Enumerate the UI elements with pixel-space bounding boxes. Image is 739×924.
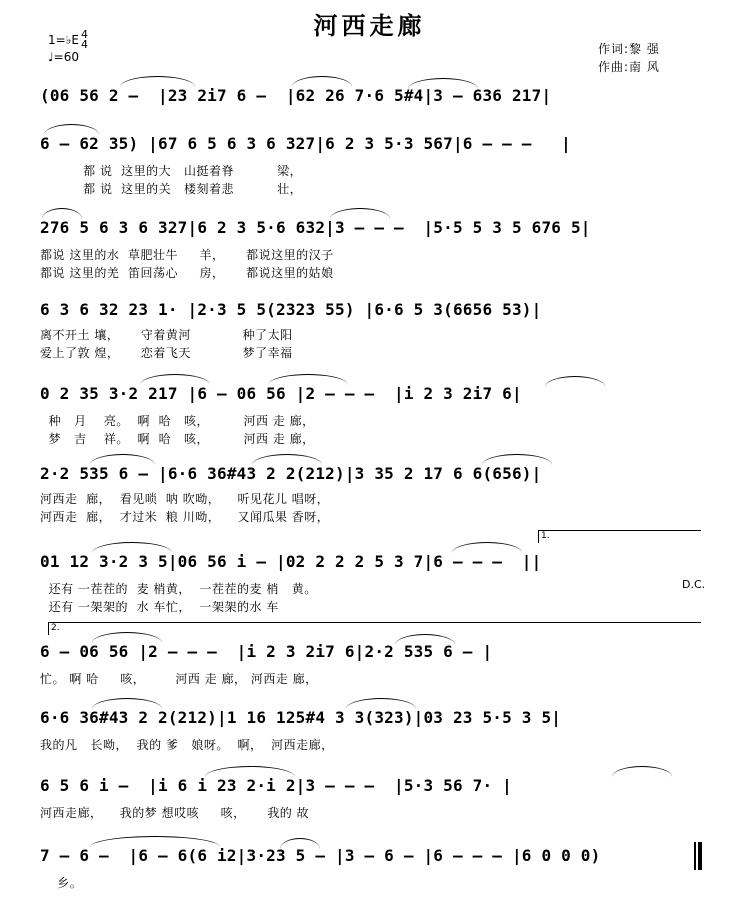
song-title: 河西走廊 (313, 11, 426, 40)
slur-mark (330, 208, 390, 219)
slur-mark (280, 838, 320, 849)
slur-mark (268, 374, 348, 385)
slur-mark (92, 698, 162, 709)
lyric-line-2: 都 说 这里的关 楼刻着悲 壮， (40, 182, 303, 196)
slur-mark (252, 454, 322, 465)
lyric-line-2: 河西走 廊， 才过米 粮 川呦， 又闻瓜果 香呀， (40, 510, 330, 524)
time-signature (81, 30, 88, 50)
slur-mark (140, 374, 210, 385)
notation-line: 6·6 36#43 2 2(212)|1 16 125#4 3 3(323)|03 23 5·5 3 5| (40, 708, 562, 727)
slur-mark (120, 76, 195, 87)
time-top: 4 (80, 28, 88, 41)
notation-line: 7 – 6 – |6 – 6(6 i2|3·23 5 – |3 – 6 – |6 – – – |6 0 0 0) (40, 846, 601, 865)
second-ending-bracket: 2. (48, 622, 701, 635)
slur-mark (90, 454, 155, 465)
lyric-line-1: 种 月 亮。 啊 哈 咳， 河西 走 廊， (40, 414, 315, 428)
lyric-line-1: 乡。 (40, 876, 83, 890)
key-signature (48, 30, 88, 64)
time-bottom: 4 (80, 38, 88, 51)
lyric-line-1: 河西走 廊， 看见唢 呐 吹呦， 听见花儿 唱呀， (40, 492, 330, 506)
lyric-line-1: 还有 一茬茬的 麦 梢黄， 一茬茬的麦 梢 黄。 (40, 582, 317, 596)
slur-mark (90, 836, 220, 847)
lyric-line-1: 都 说 这里的大 山挺着脊 梁， (40, 164, 303, 178)
slur-mark (395, 634, 455, 645)
lyric-line-1: 忙。 啊 哈 咳， 河西 走 廊， 河西走 廊， (40, 672, 318, 686)
slur-mark (292, 76, 352, 87)
slur-mark (545, 376, 605, 387)
notation-line: 276 5 6 3 6 327|6 2 3 5·6 632|3 – – – |5·5 5 3 5 676 5| (40, 218, 591, 237)
slur-mark (452, 542, 522, 553)
notation-line: 01 12 3·2 3 5|06 56 i – |02 2 2 2 5 3 7|6 – – – || (40, 552, 542, 571)
slur-mark (612, 766, 672, 777)
lyric-line-1: 我的凡 长呦， 我的 爹 娘呀。 啊， 河西走廊， (40, 738, 334, 752)
lyricist-credit: 作词:黎 强 (598, 42, 660, 56)
notation-line: 6 5 6 i – |i 6 i 23 2·i 2|3 – – – |5·3 56 7· | (40, 776, 512, 795)
tempo-mark: ♩=60 (48, 50, 79, 64)
notation-line: (06 56 2 – |23 2i7 6 – |62 26 7·6 5#4|3 – 636 217| (40, 86, 552, 105)
slur-mark (482, 454, 552, 465)
notation-line: 6 – 62 35) |67 6 5 6 3 6 327|6 2 3 5·3 567|6 – – – | (40, 134, 571, 153)
slur-mark (44, 124, 99, 135)
first-ending-bracket: 1. (538, 530, 701, 543)
key-flat: ♭E (65, 33, 79, 47)
final-barline (694, 842, 702, 870)
slur-mark (408, 78, 478, 89)
composer-credit: 作曲:南 风 (598, 60, 660, 74)
notation-line: 6 – 06 56 |2 – – – |i 2 3 2i7 6|2·2 535 6 – | (40, 642, 493, 661)
slur-mark (346, 698, 416, 709)
lyric-line-1: 都说 这里的水 草肥壮牛 羊， 都说这里的汉子 (40, 248, 334, 262)
lyric-line-2: 还有 一架架的 水 车忙， 一架架的水 车 (40, 600, 279, 614)
lyric-line-2: 爱上了敦 煌， 恋着飞天 梦了幸福 (40, 346, 293, 360)
notation-line: 6 3 6 32 23 1· |2·3 5 5(2323 55) |6·6 5 3(6656 53)| (40, 300, 542, 319)
notation-line: 0 2 35 3·2 217 |6 – 06 56 |2 – – – |i 2 3 2i7 6| (40, 384, 522, 403)
lyric-line-2: 都说 这里的羌 笛回荡心 房， 都说这里的姑娘 (40, 266, 334, 280)
lyric-line-1: 离不开土 壤， 守着黄河 种了太阳 (40, 328, 293, 342)
slur-mark (92, 542, 172, 553)
slur-mark (205, 766, 295, 777)
slur-mark (42, 208, 82, 219)
lyric-line-1: 河西走廊， 我的梦 想哎咳 咳， 我的 故 (40, 806, 310, 820)
lyric-line-2: 梦 吉 祥。 啊 哈 咳， 河西 走 廊， (40, 432, 315, 446)
da-capo-mark: D.C. (682, 578, 706, 591)
notation-line: 2·2 535 6 – |6·6 36#43 2 2(212)|3 35 2 17 6 6(656)| (40, 464, 542, 483)
key-do: 1= (48, 33, 66, 47)
